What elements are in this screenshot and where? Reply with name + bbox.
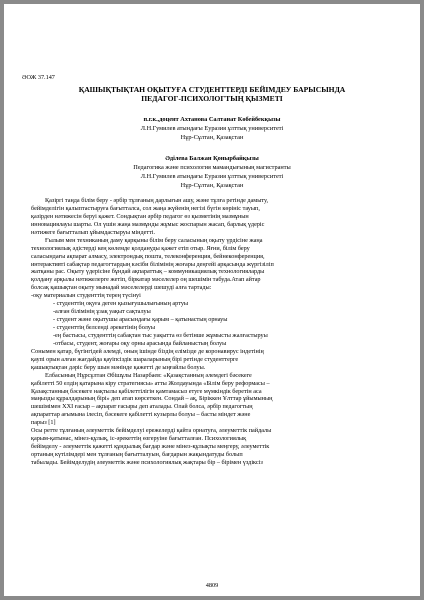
paper-title-line-2: ПЕДАГОГ-ПСИХОЛОГТЫҢ ҚЫЗМЕТІ xyxy=(141,94,283,103)
list-item: - студенттің оқуға деген қызығушылығының артуы xyxy=(53,300,189,308)
body-line: қарым-қатынас, мінез-құлық, іс-әрекеттің өзгеруіне бағытталған. Психологиялық xyxy=(31,435,247,443)
body-line: табылады. Бейімделудің әлеуметтік және психологиялық жақтары бір – бірімен үздіксіз xyxy=(31,458,263,466)
author-1-name: п.г.к.,доцент Ахтанова Салтанат Көбейбекқызы xyxy=(143,116,281,123)
body-line: ақпараттар ағымына ілесіп, бәсекеге қабілетті кузырлы болуы – басты міндет және xyxy=(31,411,251,419)
body-line: Осы ретте тұлғаның әлеуметтік бейімделуі ережелерді қайта орнатуға, әлеуметтік пайдалы xyxy=(31,427,272,435)
body-line: технологиялық әдістерді кең көлемде қолдануды қажет етіп отыр. Яғни, білім беру xyxy=(31,244,250,252)
body-line: ортаның күтілімдері мен тұлғаның бағытталуын, бағдарын жақындатуды болып xyxy=(31,451,243,458)
author-2-name: Әділева Балжан Қонырбайқызы xyxy=(165,155,259,162)
body-line: инновациялауы шарты. Ол үшін жаңа мазмұнды жұмыс жоспарын жасап, барлық үдеріс xyxy=(31,220,265,228)
list-item: - студенттің белсенді әрекетінің болуы xyxy=(53,324,156,331)
list-item: -отбасы, студент, жоғары оқу орны арасында байланыстың болуы xyxy=(53,339,227,347)
body-line: қазірден нәтижесін беруі қажет. Сондықтан әрбір педагог өз қызметінің мазмұнын xyxy=(31,212,249,220)
body-line: Елбасының Нұрсұлтан Әбішұлы Назарбаев: «Қазақстанның әлемдегі бәсекеге xyxy=(45,371,252,379)
list-item: - студент және оқытушы арасындағы қарым – қатынастың орнауы xyxy=(53,316,228,324)
body-line: қаупі орын алған жағдайда қауіпсіздік шараларының бірі ретінде студенттерге xyxy=(31,355,239,363)
body-line: қабілетті 50 елдің қатарына кіру стратегиясы» атты Жолдауында «Білім беру реформасы – xyxy=(31,379,270,387)
paper-title-line-1: ҚАШЫҚТЫҚТАН ОҚЫТУҒА СТУДЕНТТЕРДІ БЕЙІМДЕУ БАРЫСЫНДА xyxy=(78,85,346,94)
body-line: Ғылым мен техниканың даму қарқыны білім беру саласының оқыту үрдісіне жаңа xyxy=(45,236,263,244)
body-line: Сонымен қатар, бүгінгідей әлемді, оның ішінде біздің елімізде де коронавирус індетінің xyxy=(31,347,264,355)
body-line: қолдану арқылы нәтижелерге жетіп, біркатар мәселелер оң шешімін табуда.Атап айтар xyxy=(31,276,261,284)
body-text xyxy=(31,197,395,467)
body-line: болсақ қашықтан оқыту мынадай мәселелерді шешуді алға тартады: xyxy=(31,284,212,292)
page-number: 4809 xyxy=(205,582,219,589)
body-line: саласындағы ақпарат алмасу, электрондық пошта, телеконференция, бейнеконференция, xyxy=(31,252,265,260)
list-item: -ең бастысы, студенттің сабақтан тыс уақытта өз бетінше жұмысты жалғастыруы xyxy=(53,331,268,339)
body-line: қашықтықтан дәріс беру шын мәнінде қажетті де ыңғайлы болуы. xyxy=(31,363,206,371)
author-1-city: Нұр-Сұлтан, Қазақстан xyxy=(180,134,244,141)
body-line: бейімделу - әлеуметтік қажетті құндылық бағдар және мінез-құлықты меңгеру, әлеуметтік xyxy=(31,443,270,451)
author-2-role: Педагогика және психология мамандығының магистранты xyxy=(133,164,291,171)
udc-code: ӘОЖ 37.147 xyxy=(22,74,55,81)
author-2-city: Нұр-Сұлтан, Қазақстан xyxy=(180,182,244,189)
author-1-affiliation: Л.Н.Гумилев атындағы Еуразия ұлттық университеті xyxy=(140,125,284,132)
author-2-affiliation: Л.Н.Гумилев атындағы Еуразия ұлттық университеті xyxy=(140,173,284,180)
body-line: нәтижеге бағытталып ұйымдастыруы міндетті. xyxy=(31,228,156,236)
body-line: Қазақстанның бәсекеге нақтылы қабілеттілігін қамтамасыз етуге мүмкіндік беретін аса xyxy=(31,387,262,395)
body-line: Қазіргі таңда білім беру - әрбір тұлғаның дарлығын ашу, және тұлға ретінде дамыту, xyxy=(45,197,269,204)
body-line: -оқу материалын студенттің терең түсінуі xyxy=(31,292,141,300)
list-item: -алған білімінің ұзақ уақыт сақталуы xyxy=(53,308,151,316)
body-line: интерактивті сабақтар педагогтардың кәсіби білімінің жоғары деңгейі арқасында жүргізіліп xyxy=(31,260,274,268)
body-line: жатқаны рас. Оқыту үдерісіне бұндай ақпараттық – коммуникациялық технологияларды xyxy=(31,268,265,276)
paper-page xyxy=(4,4,420,596)
body-line: маңызды құралдарының бірі» деп атап көрсеткен. Сондай – ақ, Біріккен Ұлттар ұйымының xyxy=(31,395,273,403)
body-line: бейімделігін қалыптастыруға бағытталса, сол жаңа жүйенің негізі бүгін көрініс тауып, xyxy=(31,204,260,212)
body-line: шешімімен ХХІ ғасыр – ақпарат ғасыры деп аталады. Олай болса, әрбір педагогтың xyxy=(31,403,253,411)
body-line: парыз [1] xyxy=(31,419,56,427)
